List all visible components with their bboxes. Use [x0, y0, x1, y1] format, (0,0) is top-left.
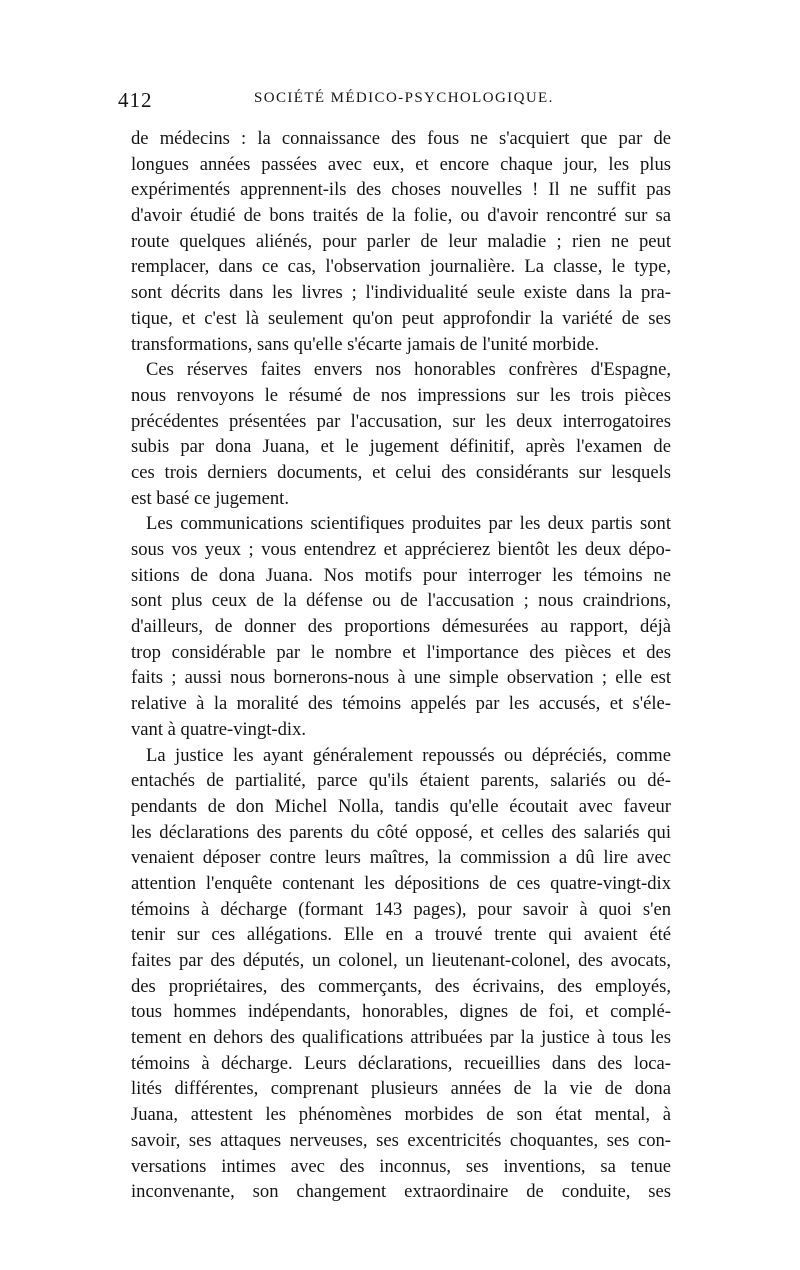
text-line: témoins à décharge (formant 143 pages), pour savoir à quoi s'en — [131, 898, 671, 920]
text-line: tous hommes indépendants, honorables, dignes de foi, et complé- — [131, 1001, 671, 1023]
text-line: sous vos yeux ; vous entendrez et apprécierez bientôt les deux dépo- — [131, 539, 671, 560]
text-line: de médecins : la connaissance des fous ne s'acquiert que par de — [131, 128, 671, 149]
paragraph-start-line: Ces réserves faites envers nos honorables confrères d'Espagne, — [146, 359, 671, 381]
text-line: inconvenante, son changement extraordinaire de conduite, ses — [131, 1181, 671, 1203]
running-title: SOCIÉTÉ MÉDICO-PSYCHOLOGIQUE. — [254, 90, 554, 106]
text-line: route quelques aliénés, pour parler de leur maladie ; rien ne peut — [131, 230, 671, 252]
text-line: lités différentes, comprenant plusieurs années de la vie de dona — [131, 1078, 671, 1100]
paragraph-start-line: La justice les ayant généralement repoussés ou dépréciés, comme — [146, 744, 671, 766]
text-line: d'avoir étudié de bons traités de la folie, ou d'avoir rencontré sur sa — [131, 205, 671, 227]
text-line: Juana, attestent les phénomènes morbides de son état mental, à — [131, 1104, 671, 1126]
text-line: faites par des députés, un colonel, un lieutenant-colonel, des avocats, — [131, 950, 671, 971]
text-line: d'ailleurs, de donner des proportions démesurées au rapport, déjà — [131, 616, 671, 638]
text-line: nous renvoyons le résumé de nos impressions sur les trois pièces — [131, 384, 671, 406]
text-line: transformations, sans qu'elle s'écarte jamais de l'unité morbide. — [131, 333, 600, 355]
text-line: trop considérable par le nombre et l'importance des pièces et des — [131, 641, 671, 663]
text-line: témoins à décharge. Leurs déclarations, recueillies dans des loca- — [131, 1052, 671, 1074]
text-line: tement en dehors des qualifications attribuées par la justice à tous les — [131, 1027, 671, 1049]
text-line: les déclarations des parents du côté opposé, et celles des salariés qui — [131, 821, 671, 843]
text-line: longues années passées avec eux, et encore chaque jour, les plus — [131, 153, 671, 175]
text-line: entachés de partialité, parce qu'ils étaient parents, salariés ou dé- — [131, 770, 671, 792]
text-line: versations intimes avec des inconnus, ses inventions, sa tenue — [131, 1155, 671, 1177]
text-line: subis par dona Juana, et le jugement définitif, après l'examen de — [131, 436, 671, 458]
page-header — [118, 88, 674, 118]
text-line: tique, et c'est là seulement qu'on peut approfondir la variété de ses — [131, 307, 671, 329]
text-line: venaient déposer contre leurs maîtres, la commission a dû lire avec — [131, 847, 671, 869]
text-line: tenir sur ces allégations. Elle en a trouvé trente qui avaient été — [131, 924, 671, 946]
text-line: remplacer, dans ce cas, l'observation journalière. La classe, le type, — [131, 256, 671, 278]
text-line: des propriétaires, des commerçants, des écrivains, des employés, — [131, 975, 671, 997]
text-line: relative à la moralité des témoins appelés par les accusés, et s'éle- — [131, 693, 671, 715]
text-line: sont décrits dans les livres ; l'individualité seule existe dans la pra- — [131, 282, 671, 304]
body-text — [131, 126, 671, 1205]
text-line: sont plus ceux de la défense ou de l'accusation ; nous craindrions, — [131, 590, 671, 612]
text-line: précédentes présentées par l'accusation, sur les deux interrogatoires — [131, 410, 671, 432]
text-line: ces trois derniers documents, et celui des considérants sur lesquels — [131, 461, 671, 483]
text-line: faits ; aussi nous bornerons-nous à une simple observation ; elle est — [131, 667, 671, 689]
text-line: attention l'enquête contenant les dépositions de ces quatre-vingt-dix — [131, 872, 671, 894]
text-line: est basé ce jugement. — [131, 487, 289, 509]
text-line: pendants de don Michel Nolla, tandis qu'elle écoutait avec faveur — [131, 795, 671, 817]
text-line: savoir, ses attaques nerveuses, ses excentricités choquantes, ses con- — [131, 1129, 671, 1151]
text-line: vant à quatre-vingt-dix. — [131, 718, 307, 740]
text-line: sitions de dona Juana. Nos motifs pour interroger les témoins ne — [131, 564, 671, 586]
paragraph-start-line: Les communications scientifiques produites par les deux partis sont — [146, 513, 671, 535]
page-number: 412 — [118, 88, 153, 112]
text-line: expérimentés apprennent-ils des choses nouvelles ! Il ne suffit pas — [131, 179, 671, 201]
